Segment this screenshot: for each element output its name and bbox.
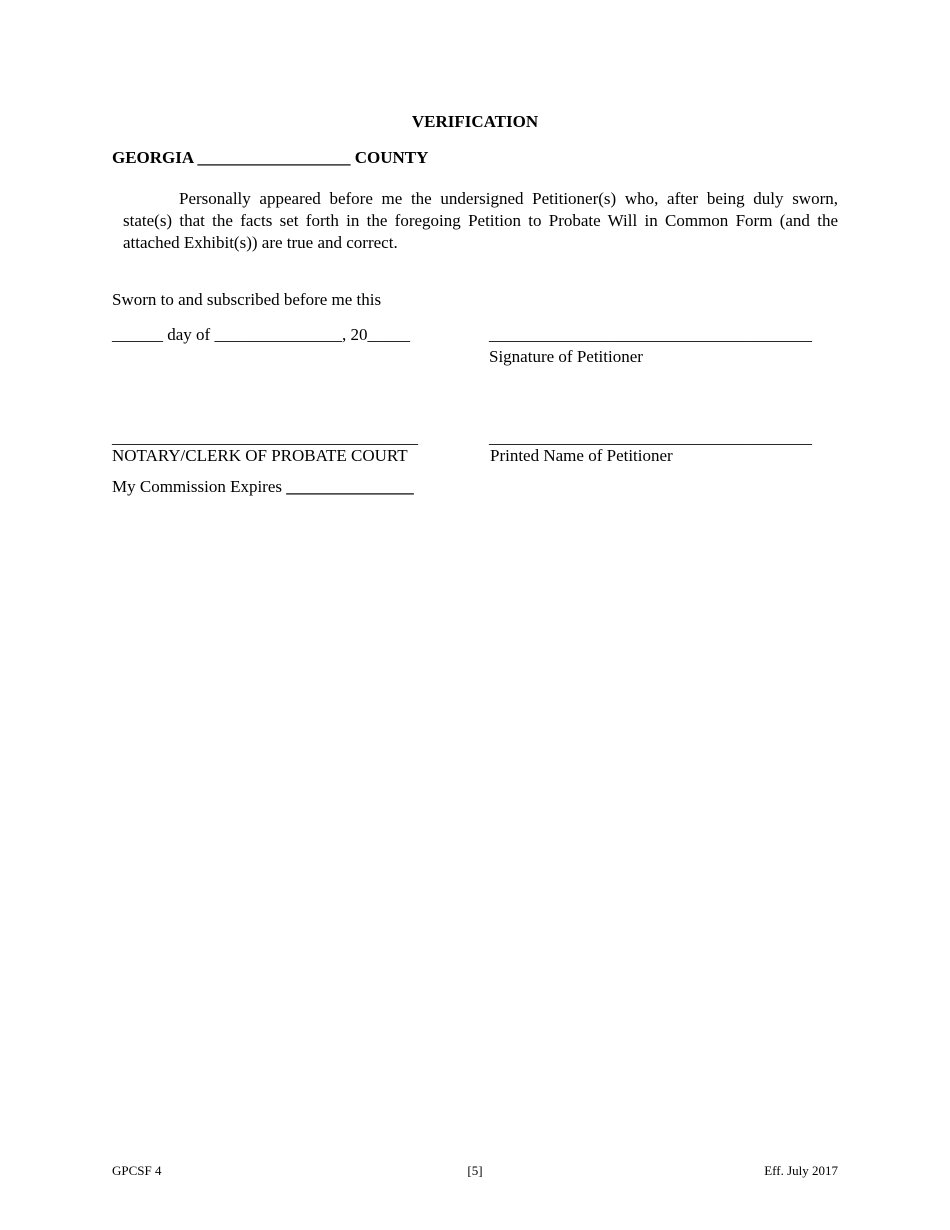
printed-name-underline: ______________________________________ <box>489 428 812 447</box>
commission-expires <box>112 477 414 497</box>
date-blank-line: ______ day of _______________, 20_____ <box>112 325 410 344</box>
county-line: GEORGIA __________________ COUNTY <box>112 148 429 167</box>
notary-label: NOTARY/CLERK OF PROBATE COURT <box>112 446 408 465</box>
commission-label: My Commission Expires <box>112 477 287 496</box>
signature-label: Signature of Petitioner <box>489 347 643 366</box>
sworn-statement: Sworn to and subscribed before me this <box>112 290 382 309</box>
footer-page-number: [5] <box>467 1163 483 1178</box>
signature-underline: ______________________________________ <box>489 325 812 344</box>
notary-underline: ____________________________________ <box>112 428 418 447</box>
footer-effective-date: Eff. July 2017 <box>764 1163 838 1178</box>
printed-name-label: Printed Name of Petitioner <box>490 446 673 465</box>
commission-blank: _______________ <box>286 477 414 496</box>
footer-form-id: GPCSF 4 <box>112 1163 162 1178</box>
verification-paragraph: Personally appeared before me the undersigned Petitioner(s) who, after being duly sworn, state(s) that the facts set forth in the foregoing Petition to Probate Will in Common Form (and the attached Exhibit(s)) are true and correct. <box>123 189 838 252</box>
page-title: VERIFICATION <box>411 112 539 131</box>
